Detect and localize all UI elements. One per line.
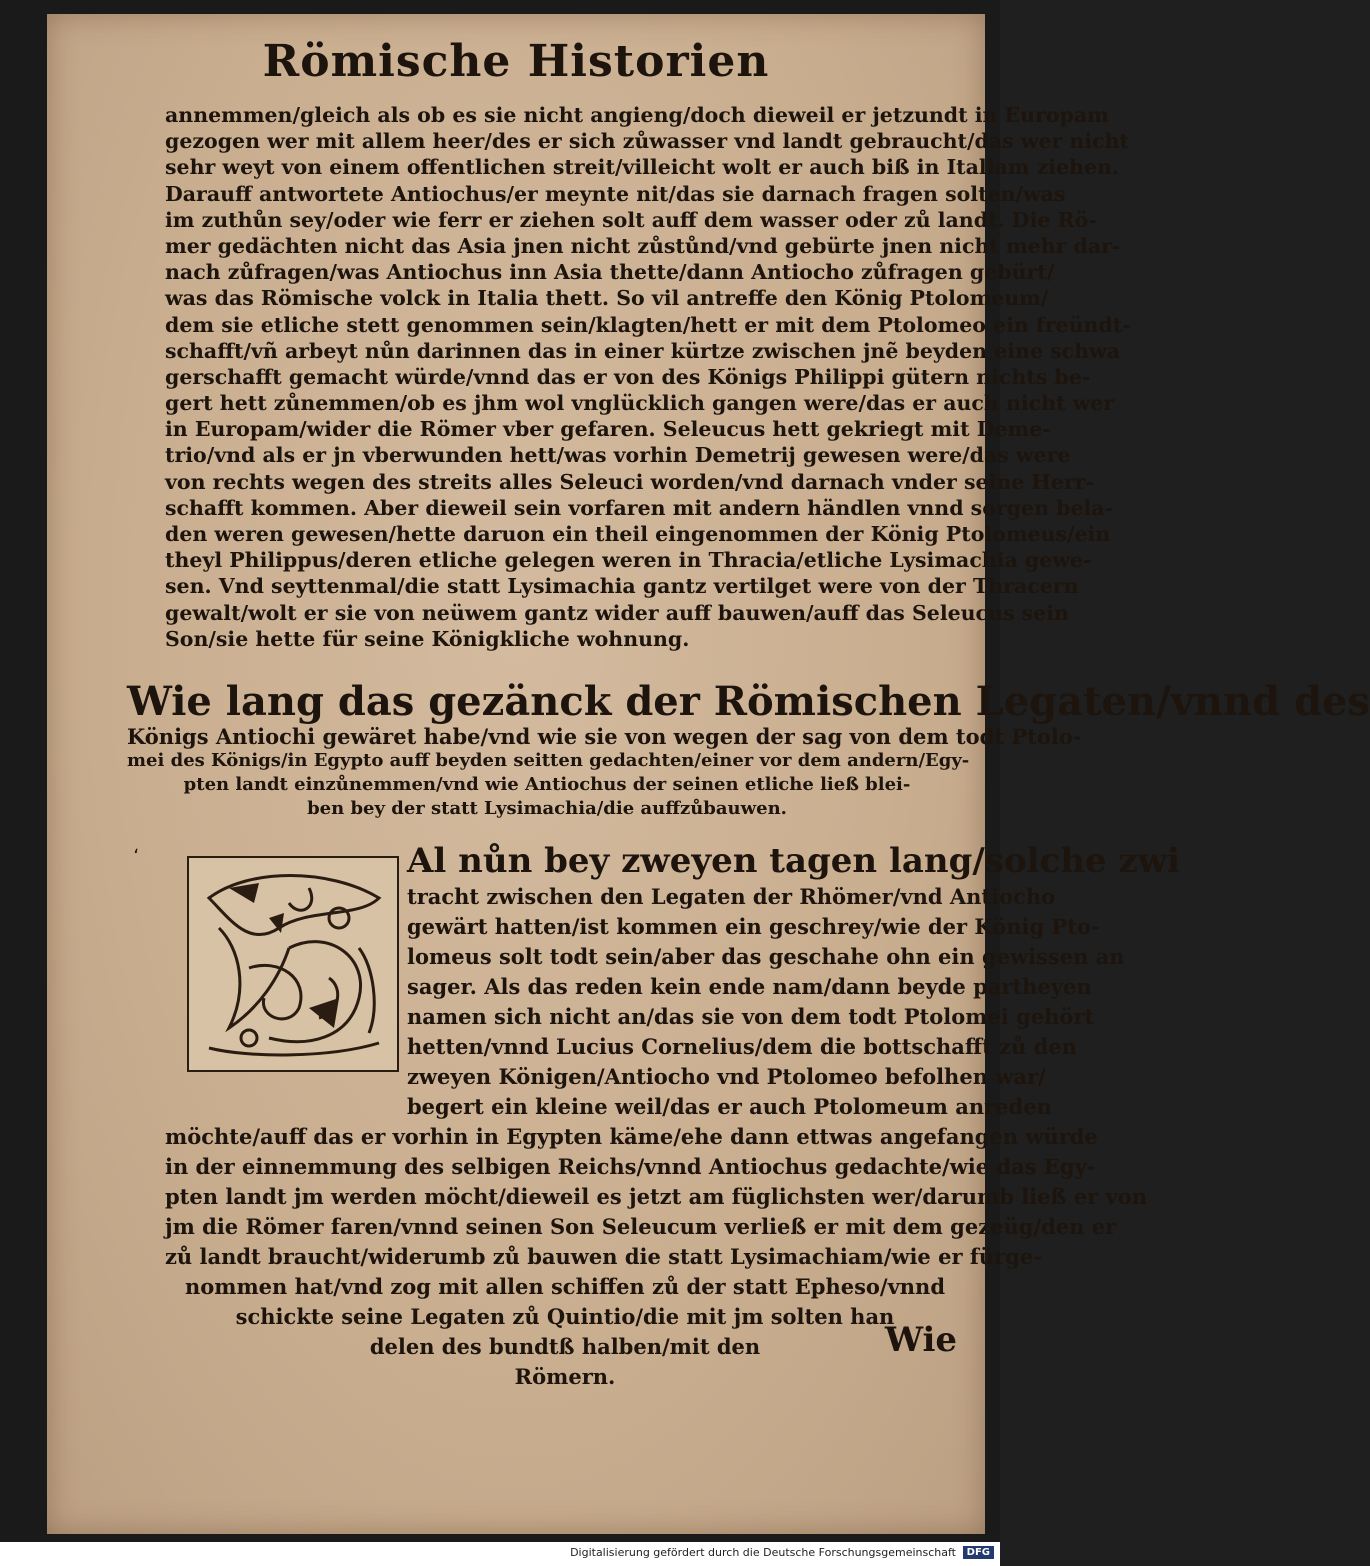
text-line: gert hett zůnemmen/ob es jhm wol vnglücklich gangen were/das er auch nicht wer — [165, 391, 1115, 416]
text-line: schafft/vñ arbeyt nůn darinnen das in einer kürtze zwischen jnẽ beyden eine schwa — [165, 338, 1120, 363]
text-line: schafft kommen. Aber dieweil sein vorfaren mit andern händlen vnnd sorgen bela- — [165, 495, 1114, 520]
text-line: möchte/auff das er vorhin in Egypten käme/ehe dann ettwas angefangen würde — [165, 1124, 1098, 1149]
paragraph-1 — [165, 102, 1131, 652]
text-line: gewärt hatten/ist kommen ein geschrey/wie der König Pto- — [407, 914, 1100, 939]
text-line: was das Römische volck in Italia thett. So vil antreffe den König Ptolomeum/ — [165, 286, 1049, 311]
text-line: tracht zwischen den Legaten der Rhömer/vnd Antiocho — [407, 884, 1056, 909]
text-line: sager. Als das reden kein ende nam/dann beyde partheyen — [407, 974, 1092, 999]
text-line: den weren gewesen/hette daruon ein theil eingenommen der König Ptolomeus/ein — [165, 522, 1111, 546]
text-line: gezogen wer mit allem heer/des er sich zůwasser vnd landt gebraucht/das wer nicht — [165, 129, 1129, 154]
text-line: Römern. — [514, 1364, 616, 1389]
text-line: hetten/vnnd Lucius Cornelius/dem die bottschafft zů den — [407, 1034, 1077, 1059]
heading-line: ben bey der statt Lysimachia/die auffzůbauwen. — [307, 798, 787, 819]
text-line: namen sich nicht an/das sie von dem todt Ptolomei gehört — [407, 1004, 1095, 1029]
text-line: begert ein kleine weil/das er auch Ptolomeum anreden — [407, 1094, 1052, 1119]
text-line: trio/vnd als er jn vberwunden hett/was vorhin Demetrij gewesen were/das were — [165, 443, 1071, 468]
text-line: gerschafft gemacht würde/vnnd das er von des Königs Philippi gütern nichts be- — [165, 364, 1091, 389]
ink-mark: ، — [133, 837, 139, 858]
text-line: pten landt jm werden möcht/dieweil es jetzt am füglichsten wer/darumb ließ er von — [165, 1184, 1147, 1209]
text-line: theyl Philippus/deren etliche gelegen weren in Thracia/etliche Lysimachia gewe- — [165, 548, 1092, 573]
running-head: Römische Historien — [262, 36, 770, 87]
text-line: nach zůfragen/was Antiochus inn Asia thette/dann Antiocho zůfragen gebürt/ — [165, 260, 1055, 285]
text-line: delen des bundtß halben/mit den — [369, 1334, 761, 1359]
text-line: Son/sie hette für seine Königkliche wohnung. — [165, 626, 690, 651]
text-line: schickte seine Legaten zů Quintio/die mit jm solten han — [235, 1304, 895, 1329]
heading-line: mei des Königs/in Egypto auff beyden seitten gedachten/einer vor dem andern/Egy- — [127, 750, 970, 771]
text-line: annemmen/gleich als ob es sie nicht angieng/doch dieweil er jetzundt in Europam — [165, 103, 1109, 127]
footer-bar — [0, 1542, 1000, 1566]
text-line: im zuthůn sey/oder wie ferr er ziehen solt auff dem wasser oder zů landt. Die Rö- — [165, 207, 1097, 232]
text-line: nommen hat/vnd zog mit allen schiffen zů der statt Epheso/vnnd — [184, 1274, 946, 1299]
text-line: in der einnemmung des selbigen Reichs/vnnd Antiochus gedachte/wie das Egy- — [165, 1154, 1096, 1179]
text-line: gewalt/wolt er sie von neüwem gantz wider auff bauwen/auff das Seleucus sein — [165, 600, 1069, 625]
heading-line: pten landt einzůnemmen/vnd wie Antiochus der seinen etliche ließ blei- — [183, 774, 911, 795]
book-page — [47, 14, 1370, 1534]
text-line: sen. Vnd seyttenmal/die statt Lysimachia gantz vertilget were von der Thracern — [165, 574, 1079, 599]
text-line: Darauff antwortete Antiochus/er meynte nit/das sie darnach fragen solten/was — [165, 181, 1066, 206]
catchword: Wie — [884, 1320, 957, 1360]
text-line: sehr weyt von einem offentlichen streit/villeicht wolt er auch biß in Italiam ziehen. — [165, 155, 1120, 180]
dfg-logo: DFG — [963, 1546, 994, 1559]
text-line: zů landt braucht/widerumb zů bauwen die statt Lysimachiam/wie er fürge- — [165, 1244, 1042, 1269]
text-line: mer gedächten nicht das Asia jnen nicht zůstůnd/vnd gebürte jnen nicht mehr dar- — [165, 233, 1121, 258]
chapter-heading — [127, 678, 1370, 821]
paragraph-2 — [165, 840, 1180, 1392]
chapter-title: Wie lang das gezänck der Römischen Legaten/vnnd des — [127, 678, 1370, 725]
text-line: in Europam/wider die Römer vber gefaren. Seleucus hett gekriegt mit Deme- — [165, 417, 1051, 442]
text-line: jm die Römer faren/vnnd seinen Son Seleucum verließ er mit dem gezeüg/den er — [165, 1214, 1117, 1239]
first-line-large: Al nůn bey zweyen tagen lang/solche zwi — [407, 841, 1180, 881]
funding-notice: Digitalisierung gefördert durch die Deutsche Forschungsgemeinschaft — [570, 1546, 956, 1559]
text-line: zweyen Königen/Antiocho vnd Ptolomeo befolhen war/ — [407, 1064, 1046, 1089]
text-line: lomeus solt todt sein/aber das geschahe ohn ein gewissen an — [407, 944, 1125, 969]
heading-line: Königs Antiochi gewäret habe/vnd wie sie von wegen der sag von dem todt Ptolo- — [127, 724, 1082, 749]
text-line: dem sie etliche stett genommen sein/klagten/hett er mit dem Ptolomeo ein freündt- — [165, 312, 1131, 337]
text-line: von rechts wegen des streits alles Seleuci worden/vnd darnach vnder seine Herr- — [165, 469, 1094, 494]
